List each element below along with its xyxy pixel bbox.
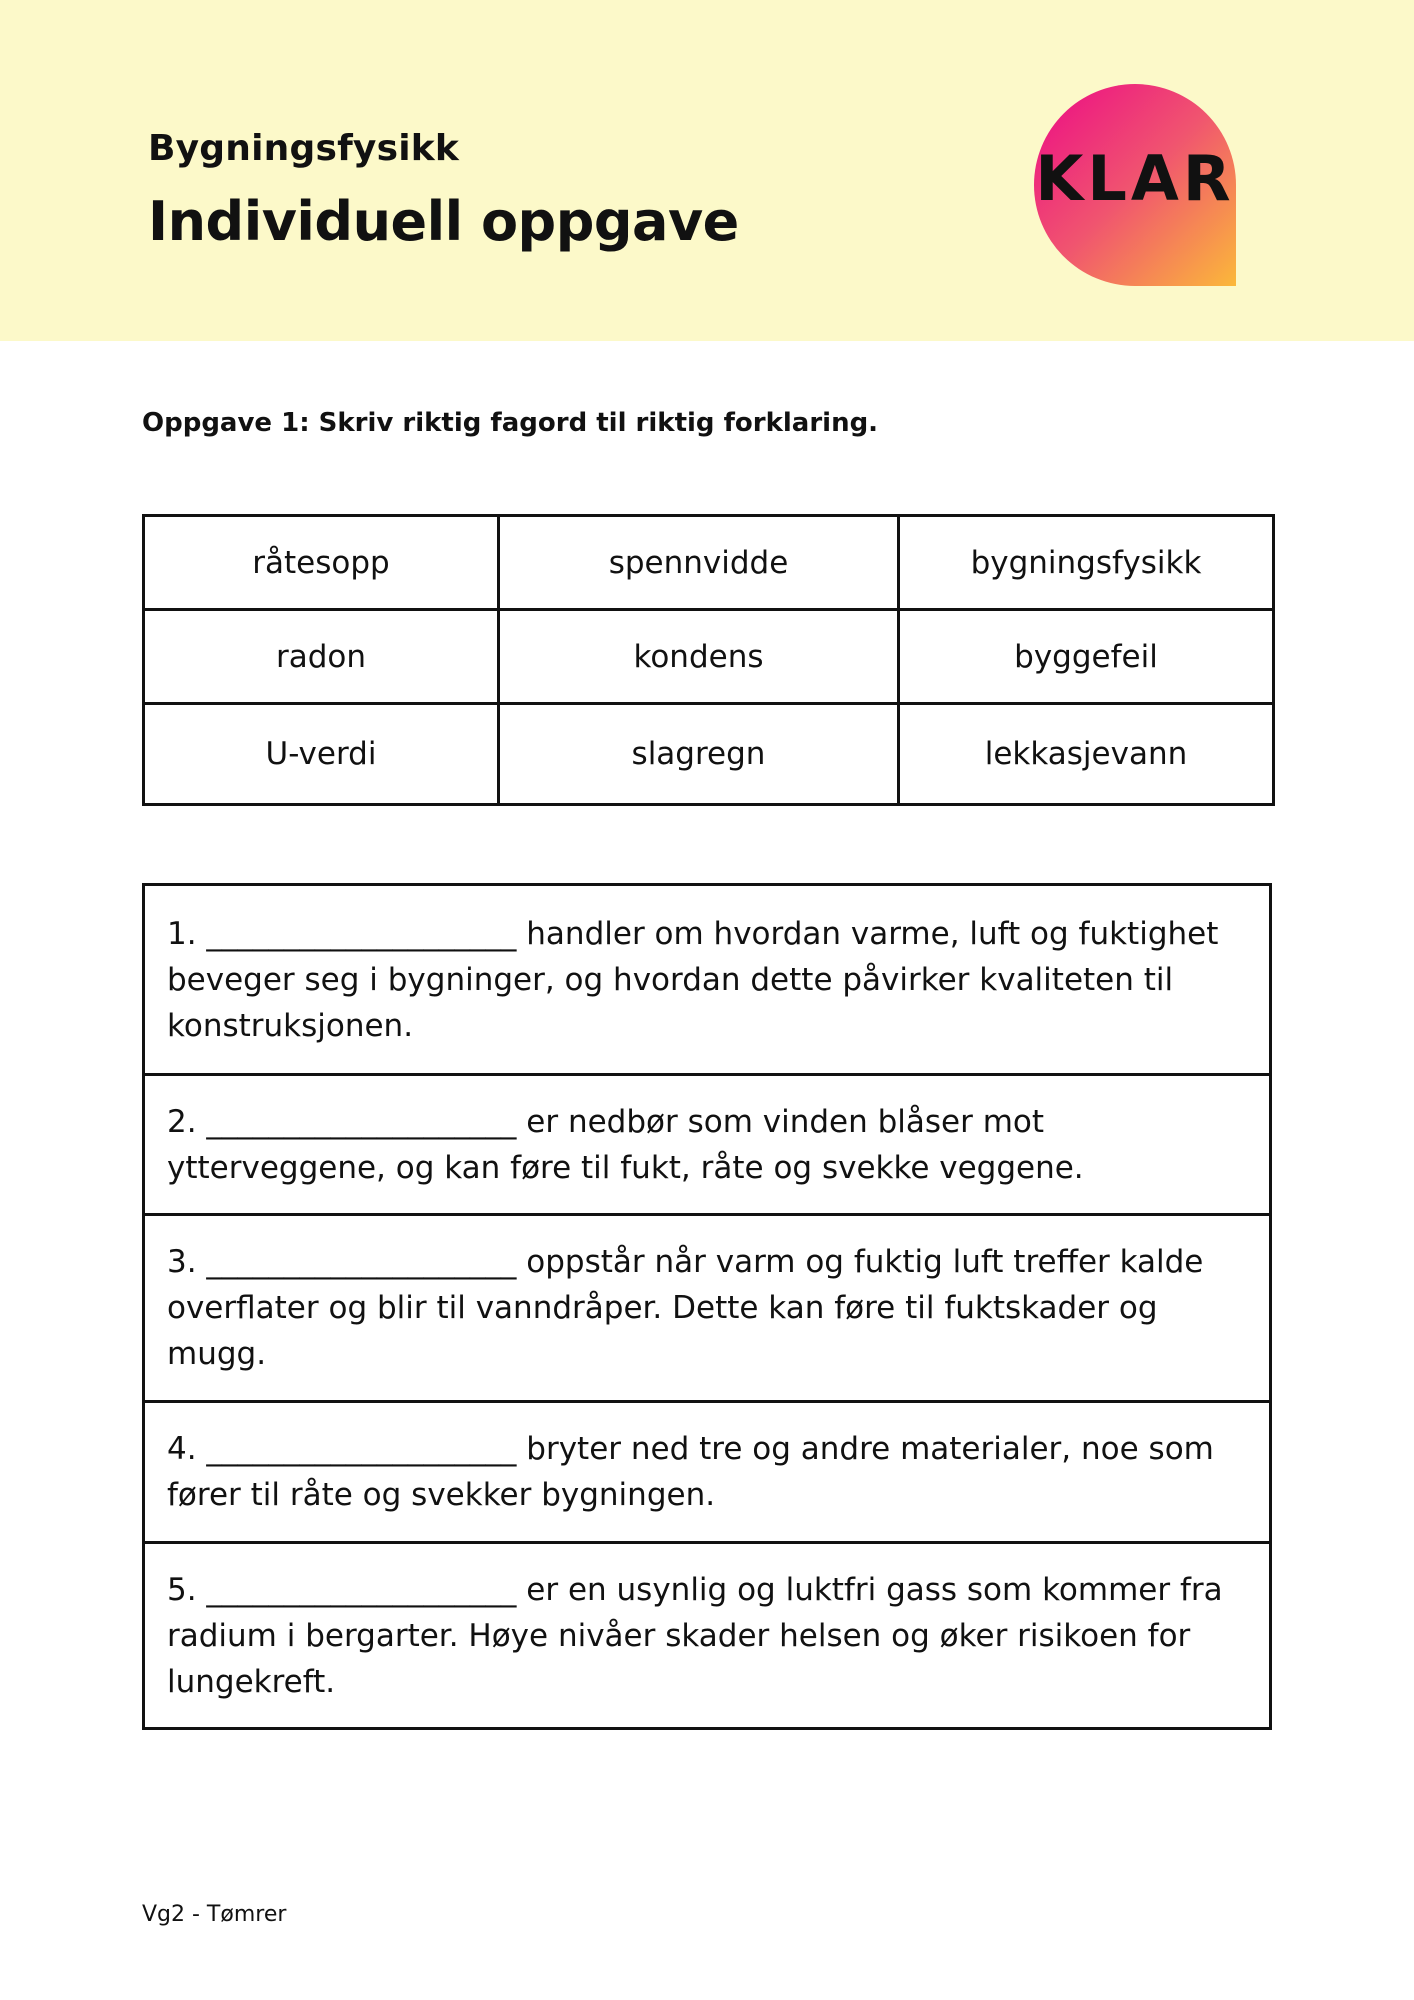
word-bank-row (144, 516, 1274, 610)
definitions-table (142, 883, 1272, 1730)
word-cell: spennvidde (499, 516, 899, 610)
word-bank-table (142, 514, 1275, 806)
footer-text: Vg2 - Tømrer (142, 1902, 287, 1927)
word-cell: U-verdi (144, 704, 499, 805)
word-cell: råtesopp (144, 516, 499, 610)
definition-text: 1. ____________________ handler om hvordan varme, luft og fuktighet beveger seg i bygninger, og hvordan dette påvirker kvaliteten til konstruksjonen. (167, 915, 1219, 1044)
word-cell: slagregn (499, 704, 899, 805)
definition-text: 4. ____________________ bryter ned tre og andre materialer, noe som fører til råte og svekker bygningen. (167, 1431, 1214, 1513)
word-cell: bygningsfysikk (899, 516, 1274, 610)
definition-text: 3. ____________________ oppstår når varm og fuktig luft treffer kalde overflater og blir til vanndråper. Dette kan føre til fuktskader og mugg. (167, 1244, 1204, 1372)
header-banner (0, 0, 1414, 341)
task-heading: Oppgave 1: Skriv riktig fagord til riktig forklaring. (142, 408, 879, 438)
word-bank-row (144, 704, 1274, 805)
word-cell: kondens (499, 610, 899, 704)
word-cell: byggefeil (899, 610, 1274, 704)
definition-text: 5. ____________________ er en usynlig og luktfri gass som kommer fra radium i bergarter. Høye nivåer skader helsen og øker risikoen for lungekreft. (167, 1571, 1223, 1700)
logo-text: KLAR (1035, 142, 1235, 215)
definition-row-2 (145, 1073, 1269, 1213)
subject-title: Bygningsfysikk (148, 128, 460, 169)
word-cell: radon (144, 610, 499, 704)
word-cell: lekkasjevann (899, 704, 1274, 805)
definition-row-5 (145, 1541, 1269, 1727)
definition-row-4 (145, 1400, 1269, 1541)
definition-row-1 (145, 886, 1269, 1073)
definition-row-3 (145, 1213, 1269, 1400)
klar-logo (1034, 84, 1236, 286)
definition-text: 2. ____________________ er nedbør som vinden blåser mot ytterveggene, og kan føre til fukt, råte og svekke veggene. (167, 1103, 1084, 1186)
page-title: Individuell oppgave (148, 190, 739, 253)
word-bank-row (144, 610, 1274, 704)
